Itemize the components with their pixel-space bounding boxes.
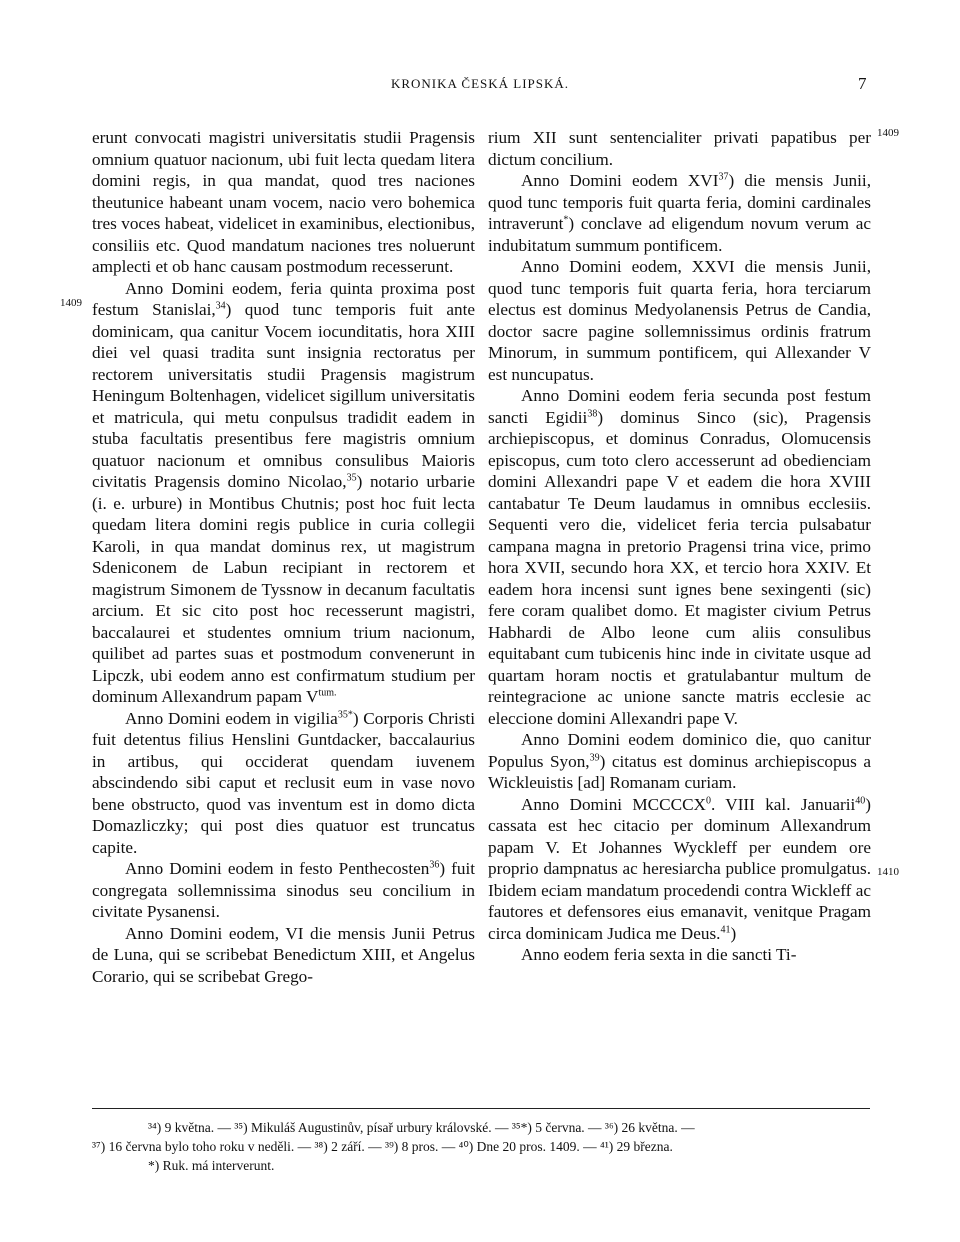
paragraph-text: Anno Domini eodem, XXVI die mensis Junii, quod tunc temporis fuit quarta feria, hora terciarum electus est dominus Medyolanensis Petrus de Candia, doctor sacre pagine sollemnissimus ordinis fratrum Minorum, in summum pontificem, qui Allexander V est nuncupatus. [488,257,871,384]
footnote-ref: 35* [337,708,353,720]
paragraph-text: ) Corporis Christi fuit detentus filius Henslini Guntdacker, baccalaurius in artibus, qui occiderat quendam iuvenem abscindendo sibi caput et reclusit eum in vase novo bene obstructo, quod vas inventum est in domo dicta Domazliczky; qui post dies quatuor est truncatus capite. [92,708,475,857]
paragraph [92,923,475,988]
paragraph-text: ) cassata est hec citacio per dominum Allexandrum papam V. Et Johannes Wyckleff per eundem ore proprio dampnatus ac heresiarcha publice promulgatus. Ibidem eciam mandatum procedendi contra Wickleff ac fautores et defensores eius emanavit, venitque Pragam circa dominicam Judica me Deus. [488,794,871,943]
footnote-ref: 34 [215,300,226,312]
paragraph [92,278,475,708]
footnote-ref: 35 [346,472,357,484]
paragraph-text: Anno Domini eodem, feria quinta proxima post festum Stanislai, [92,278,475,319]
paragraph-text: Anno Domini eodem, VI die mensis Junii Petrus de Luna, qui se scribebat Benedictum XIII, et Angelus Corario, qui se scribebat Grego- [92,923,475,986]
paragraph-text: erunt convocati magistri universitatis studii Pragensis omnium quatuor nacionum, ubi fuit lecta quedam litera domini regis, in qua mandat, quod tres naciones theutunice habeant unam vocem, nacio vero bohemica tres voces habeat, videlicet in examinibus, electionibus, consiliis etc. Quod mandatum naciones tres noluerunt amplecti et ob hanc causam postmodum recesserunt. [92,128,475,276]
paragraph-text: Anno Domini eodem in festo Penthecosten [125,859,430,878]
paragraph-text: rium XII sunt sentencialiter privati papatibus per dictum concilium. [488,128,871,169]
paragraph-text: ) citatus est dominus archiepiscopus a Wickleuistis [ad] Romanam curiam. [488,751,871,792]
paragraph-text: ) notario urbarie (i. e. urbure) in Montibus Chutnis; post hoc fuit lecta quedam litera domini regis publice in curia collegii Karoli, in qua mandat dominus rex, ut magistrum Sdeniconem de Labun recipiant in rectorem et magistrum Simonem de Tyssnow in decanum facultatis arcium. Et sic cito post hoc recesserunt magistri, baccalaurei et studentes omnium trium nacionum, quilibet ad partes suas et postmodum convenerunt in Lipczk, ubi eodem anno est confirmatum studium per dominum Allexandrum papam V [92,472,475,706]
superscript-abbrev: tum. [318,687,337,699]
paragraph-text: ) quod tunc temporis fuit ante dominicam, qua canitur Vocem iocunditatis, hora XIII diei vel quasi tradita sunt insignia rectoratus per rectorem universitatis studii Pragensis magistrum Heningum Boltenhagen, videlicet sigillum universitatis et matricula, qui metu conpulsus tradidit eadem in stuba facultatis presentibus fere magistris omnium quatuor nacionum et omnibus consulibus Maioris civitatis Pragensis domino Nicolao, [92,300,475,491]
footnote-divider [92,1108,870,1109]
footnote-ref: 38 [587,407,598,419]
footnote-ref: 37 [718,171,729,183]
footnote-ref: 39 [589,751,600,763]
paragraph-text: ) [730,923,737,943]
paragraph-text: Anno Domini eodem in vigilia [125,708,338,728]
left-column [92,127,475,987]
paragraph-text: . VIII kal. Januarii [710,794,856,814]
margin-year-1409-left: 1409 [60,297,82,309]
paragraph [488,256,871,385]
paragraph [92,708,475,859]
footnote-ref: * [563,214,569,226]
paragraph [488,385,871,729]
paragraph [488,794,871,945]
footnote-line: ³⁴) 9 května. — ³⁵) Mikuláš Augustinův, písař urbury královské. — ³⁵*) 5 června. — ³⁶) 26 května. — [148,1120,695,1135]
footnote-ref: 41 [720,923,731,935]
paragraph-text: Anno Domini eodem XVI [521,171,719,190]
paragraph-text: ) fuit congregata sollemnissima sinodus seu concilium in civitate Pysanensi. [92,859,476,921]
paragraph-text: ) die mensis Junii, quod tunc temporis fuit quarta feria, domini cardinales intraverunt [488,171,871,233]
paragraph [92,858,475,923]
right-column [488,127,871,966]
footnotes [92,1118,882,1175]
paragraph-text: ) conclave ad eligendum novum verum ac indubitatum summum pontificem. [488,214,871,255]
paragraph [488,944,871,966]
page-number: 7 [858,74,867,93]
paragraph-text: Anno Domini eodem feria secunda post festum sancti Egidii [488,386,871,427]
paragraph-text: Anno eodem feria sexta in die sancti Ti- [521,945,797,964]
paragraph-text: Anno Domini MCCCCX [521,794,706,814]
paragraph [488,127,871,170]
margin-year-1410-right: 1410 [877,866,899,878]
paragraph-text: Anno Domini eodem dominico die, quo canitur Populus Syon, [488,730,871,771]
paragraph [92,127,475,278]
footnote-ref: 40 [855,794,866,806]
paragraph [488,170,871,256]
footnote-line: ³⁷) 16 června bylo toho roku v neděli. — ³⁸) 2 září. — ³⁹) 8 pros. — ⁴⁰) Dne 20 pros. 1409. — ⁴¹) 29 března. [92,1139,673,1154]
running-title: KRONIKA ČESKÁ LIPSKÁ. [390,76,570,91]
paragraph [488,729,871,794]
paragraph-text: ) dominus Sinco (sic), Pragensis archiepiscopus, et dominus Conradus, Olomucensis episcopus, cum toto clero accesserunt ad obedienciam domini Allexandri pape V et eadem die hora XVIII cantabatur Te Deum laudamus in omnibus ecclesiis. Sequenti vero die, videlicet feria tercia pulsabatur campana magna in pretorio Pragensi trina vice, primo hora XVII, secundo hora XX, et tercio hora XXIV. Et eadem hora incensi sunt ignes bene sexingenti (sic) fere coram qualibet domo. Et magister civium Petrus Habhardi de Albo leone cum aliis consulibus equitabant cum tubicenis hinc inde in civitate usque ad quartam horam noctis et gratulabantur multum de reintegracione ac unione sancte matris ecclesie ac eleccione domini Allexandri pape V. [488,407,871,728]
footnote-ref: 36 [429,859,440,871]
superscript-abbrev: 0 [705,794,711,806]
footnote-line: *) Ruk. má interverunt. [148,1158,275,1173]
margin-year-1409-right: 1409 [877,127,899,139]
